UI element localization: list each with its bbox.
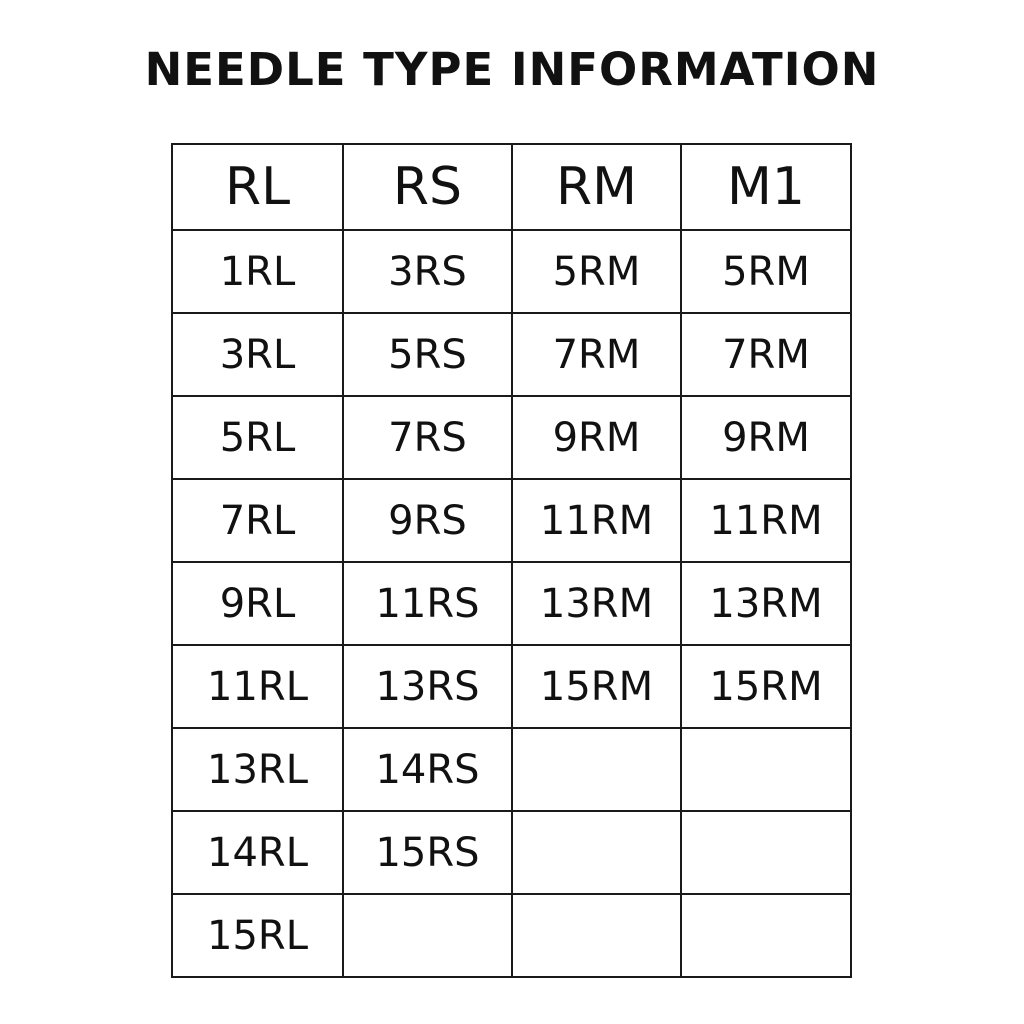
table-cell: 13RL <box>172 728 343 811</box>
table-row <box>172 230 851 313</box>
table-cell: 5RL <box>172 396 343 479</box>
table-cell: 13RM <box>512 562 681 645</box>
table-cell: 15RS <box>343 811 512 894</box>
column-header-rs: RS <box>343 144 512 230</box>
column-header-m1: M1 <box>681 144 851 230</box>
table-cell: 5RM <box>681 230 851 313</box>
table-cell: 9RM <box>681 396 851 479</box>
table-cell-empty <box>681 728 851 811</box>
table-cell: 7RM <box>681 313 851 396</box>
column-header-rm: RM <box>512 144 681 230</box>
table-cell-empty <box>343 894 512 977</box>
table-cell-empty <box>681 811 851 894</box>
table-row <box>172 396 851 479</box>
table-cell: 7RS <box>343 396 512 479</box>
table-row <box>172 562 851 645</box>
table-cell: 11RM <box>512 479 681 562</box>
table-cell-empty <box>512 894 681 977</box>
table-cell: 14RL <box>172 811 343 894</box>
table-row <box>172 811 851 894</box>
page-title: NEEDLE TYPE INFORMATION <box>144 43 880 96</box>
table-cell: 15RL <box>172 894 343 977</box>
table-cell-empty <box>681 894 851 977</box>
table-cell-empty <box>512 728 681 811</box>
table-cell: 5RS <box>343 313 512 396</box>
table-row <box>172 894 851 977</box>
table-cell: 15RM <box>512 645 681 728</box>
needle-type-table <box>171 143 852 978</box>
table-cell: 11RM <box>681 479 851 562</box>
table-row <box>172 728 851 811</box>
table-cell: 9RM <box>512 396 681 479</box>
table-cell: 13RM <box>681 562 851 645</box>
table-cell: 9RL <box>172 562 343 645</box>
table-cell: 15RM <box>681 645 851 728</box>
column-header-rl: RL <box>172 144 343 230</box>
table-cell: 11RS <box>343 562 512 645</box>
table-cell: 14RS <box>343 728 512 811</box>
table-cell: 1RL <box>172 230 343 313</box>
table-cell: 3RL <box>172 313 343 396</box>
table-cell: 11RL <box>172 645 343 728</box>
table-cell: 13RS <box>343 645 512 728</box>
table-cell: 9RS <box>343 479 512 562</box>
table-cell-empty <box>512 811 681 894</box>
table-header-row <box>172 144 851 230</box>
table-cell: 7RL <box>172 479 343 562</box>
table-cell: 7RM <box>512 313 681 396</box>
table-row <box>172 479 851 562</box>
table-row <box>172 313 851 396</box>
table-cell: 3RS <box>343 230 512 313</box>
table-row <box>172 645 851 728</box>
table-cell: 5RM <box>512 230 681 313</box>
